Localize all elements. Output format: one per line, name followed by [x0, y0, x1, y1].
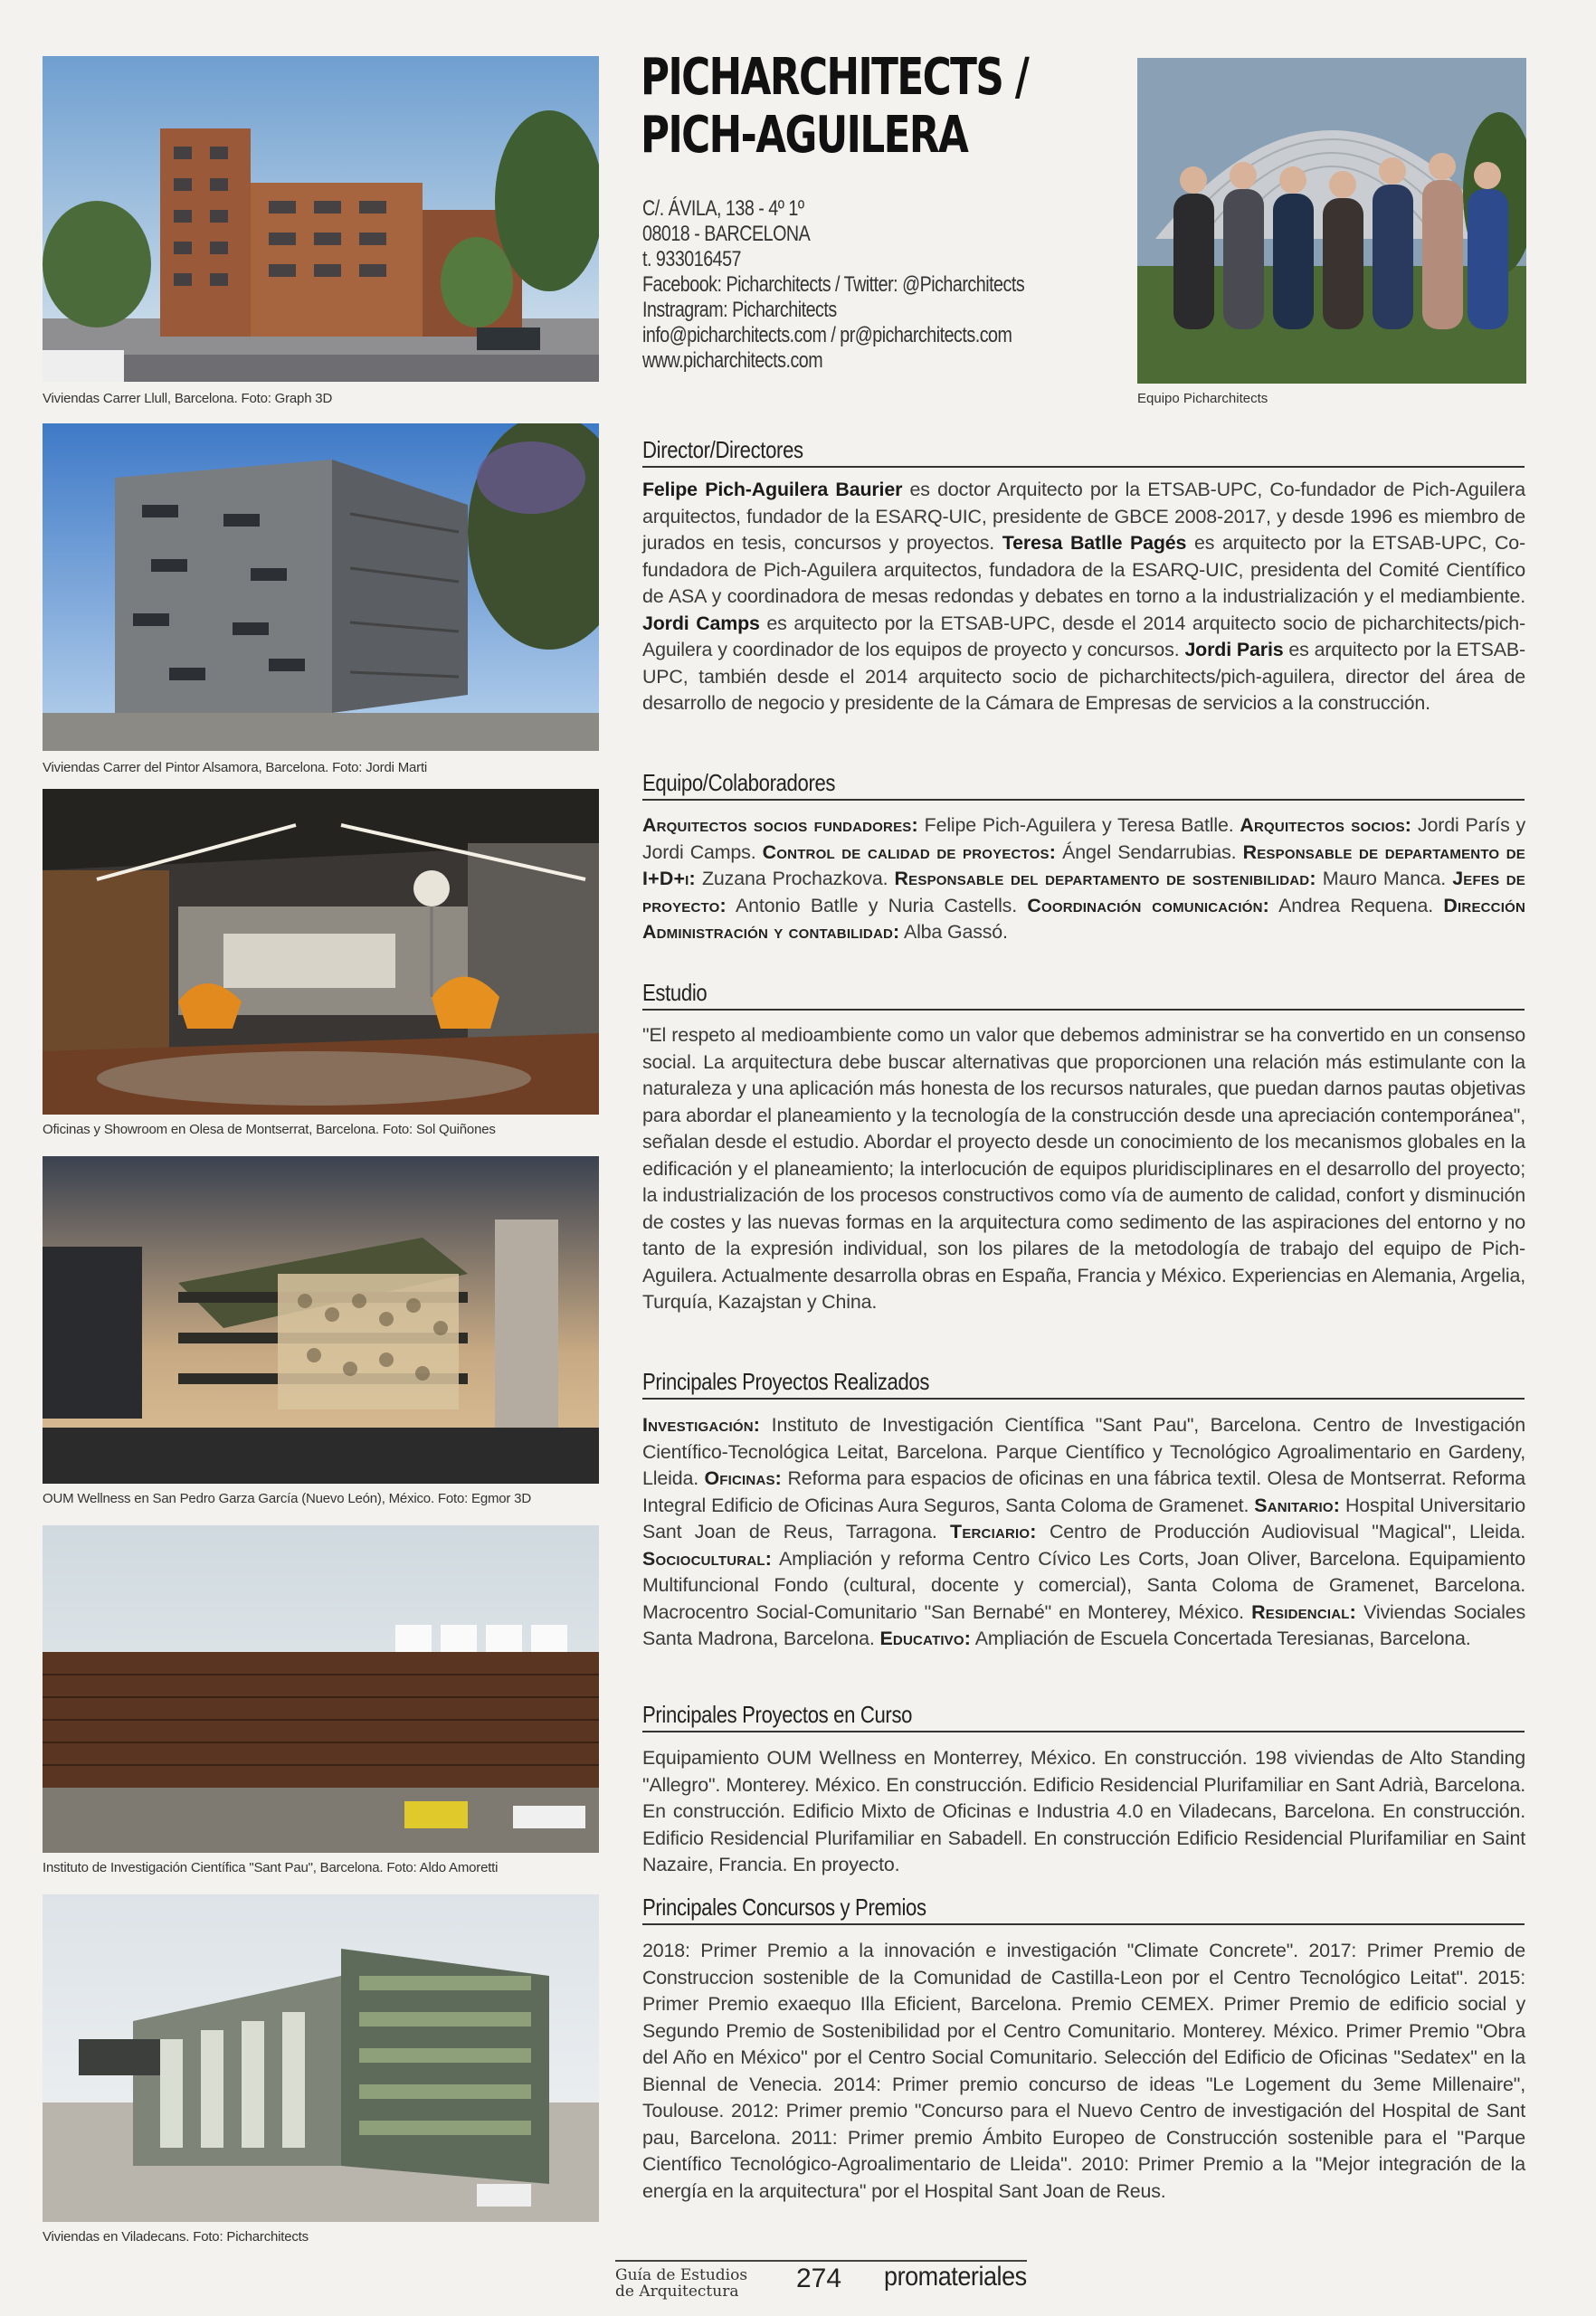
value-investigacion: Instituto de Investigación Científica "Sant Pau", Barcelona. Centro de Investigación Científico-Tecnológica Leitat, Barcelona. Parque Científico y Tecnológico Agroalimentario en Gardeny, Lleida. — [642, 1414, 1525, 1489]
contact-web: www.picharchitects.com — [642, 348, 823, 373]
label-sociocultural: Sociocultural: — [642, 1547, 773, 1570]
text-equipo — [642, 812, 1525, 946]
text-estudio: "El respeto al medioambiente como un valor que debemos administrar se ha convertido en un consenso social. La arquitectura debe buscar alternativas que proporcionen una relación más estimulante con la naturaleza y una aplicación más honesta de los recursos naturales, que puedan darnos pautas objetivas para abordar el planeamiento y la tecnología de la construcción desde una apreciación contemporánea", señalan desde el estudio. Abordar el proyecto desde un conocimiento de los mecanismos globales en la edificación y el planeamiento; la interlocución de equipos pluridisciplinares en el desarrollo del proyecto; la industrialización de los procesos constructivos como vía de aumento de calidad, confort y disminución de costes y las nuevas formas en la arquitectura como sedimento de las aspiraciones del entorno y no tanto de la expresión individual, son los pilares de la metodología de trabajo del equipo de Pich-Aguilera. Actualmente desarrolla obras en España, Francia y México. Experiencias en Alemania, Argelia, Turquía, Kazajstan y China. — [642, 1024, 1525, 1313]
label-educativo: Educativo: — [879, 1628, 972, 1649]
photo-sant-pau — [43, 1525, 599, 1853]
text-curso: Equipamiento OUM Wellness en Monterrey, México. En construcción. 198 viviendas de Alto Standing "Allegro". Monterey. México. En construcción. Edificio Residencial Plurifamiliar en Sant Adrià, Barcelona. En construcción. Edificio Mixto de Oficinas e Industria 4.0 en Viladecans, Barcelona. En construcción. Edificio Residencial Plurifamiliar en Sabadell. En construcción Edificio Residencial Plurifamiliar en Saint Nazaire, Francia. En proyecto. — [642, 1747, 1525, 1875]
label-socios: Arquitectos socios: — [1240, 814, 1412, 836]
value-residencial: Viviendas Sociales Santa Madrona, Barcelona. — [642, 1600, 1525, 1649]
label-investigacion: Investigación: — [642, 1414, 761, 1436]
caption-5: Instituto de Investigación Científica "Sant Pau", Barcelona. Foto: Aldo Amoretti — [43, 1860, 499, 1875]
footer-guide — [615, 2267, 747, 2300]
value-oficinas: Reforma para espacios de oficinas en una fábrica textil. Olesa de Montserrat. Reforma Integral Edificio de Oficinas Aura Seguros, Santa Coloma de Gramenet. — [642, 1467, 1525, 1516]
heading-curso-text: Principales Proyectos en Curso — [642, 1701, 913, 1728]
heading-equipo — [642, 769, 1525, 801]
value-educativo: Ampliación de Escuela Concertada Teresianas, Barcelona. — [971, 1628, 1471, 1649]
heading-realizados-text: Principales Proyectos Realizados — [642, 1368, 930, 1395]
value-socios: Jordi París y Jordi Camps. — [642, 814, 1526, 863]
caption-3: Oficinas y Showroom en Olesa de Montserrat, Barcelona. Foto: Sol Quiñones — [43, 1122, 496, 1137]
value-comunicacion: Andrea Requena. — [1268, 894, 1444, 916]
value-sanitario: Hospital Universitario Sant Joan de Reus, Tarragona. — [642, 1494, 1525, 1542]
page-number: 274 — [796, 2264, 842, 2293]
contact-phone: t. 933016457 — [642, 247, 742, 271]
contact-address: C/. ÁVILA, 138 - 4º 1º — [642, 196, 804, 221]
label-sanitario: Sanitario: — [1254, 1494, 1341, 1516]
heading-directores — [642, 436, 1525, 468]
heading-realizados — [642, 1368, 1525, 1400]
value-sostenibilidad: Mauro Manca. — [1316, 868, 1453, 889]
heading-estudio-text: Estudio — [642, 979, 708, 1006]
photo-viviendas-alsamora — [43, 423, 599, 751]
name-felipe: Felipe Pich-Aguilera Baurier — [642, 479, 903, 500]
caption-1: Viviendas Carrer Llull, Barcelona. Foto: Graph 3D — [43, 391, 333, 406]
label-terciario: Terciario: — [950, 1521, 1037, 1542]
title-line-1: PICHARCHITECTS / — [641, 48, 1029, 107]
contact-social: Facebook: Picharchitects / Twitter: @Picharchitects — [642, 272, 1025, 297]
contact-instagram: Instragram: Picharchitects — [642, 298, 837, 322]
footer-guide-line-2: de Arquitectura — [615, 2283, 739, 2301]
bio-felipe: es doctor Arquitecto por la ETSAB-UPC, Co-fundador de Pich-Aguilera arquitectos, fundador de la ESARQ-UIC, presidente de GBCE 2008-2017, y desde 1996 es miembro de jurados en tesis, concursos y proyectos. — [642, 479, 1525, 554]
label-comunicacion: Coordinación comunicación: — [1027, 894, 1269, 916]
value-idi: Zuzana Prochazkova. — [695, 868, 895, 889]
label-jefes-proyecto: Jefes de proyecto: — [642, 868, 1525, 916]
footer-brand: promateriales — [884, 2262, 1027, 2292]
bio-jordi-paris: es arquitecto por la ETSAB-UPC, también desde el 2014 arquitecto socio de picharchitects/pich-aguilera, director del área de desarrollo de negocio y presidente de la Cámara de Empresas de servicios a la construcción. — [642, 639, 1525, 714]
name-jordi-paris: Jordi Paris — [1184, 639, 1284, 660]
bio-jordi-camps: es arquitecto por la ETSAB-UPC, desde el 2014 arquitecto socio de picharchitects/pich-Aguilera y coordinador de los equipos de proyecto y concursos. — [642, 612, 1526, 660]
caption-4: OUM Wellness en San Pedro Garza García (Nuevo León), México. Foto: Egmor 3D — [43, 1491, 531, 1506]
contact-block — [642, 196, 1185, 374]
label-administracion: Dirección Administración y contabilidad: — [642, 894, 1525, 943]
value-jefes-proyecto: Antonio Batlle y Nuria Castells. — [726, 894, 1028, 916]
photo-team — [1137, 58, 1526, 384]
name-teresa: Teresa Batlle Pagés — [1002, 532, 1187, 554]
label-socios-fundadores: Arquitectos socios fundadores: — [642, 814, 918, 836]
value-sociocultural: Ampliación y reforma Centro Cívico Les Corts, Joan Oliver, Barcelona. Equipamiento Multifuncional Fondo (cultural, docente y comercial), Santa Coloma de Gramenet, Barcelona. Macrocentro Social-Comunitario "San Bernabé" en Monterey, México. — [642, 1547, 1525, 1623]
value-control-calidad: Ángel Sendarrubias. — [1056, 840, 1243, 863]
photo-viladecans — [43, 1894, 599, 2222]
label-oficinas: Oficinas: — [704, 1467, 782, 1489]
value-terciario: Centro de Producción Audiovisual "Magical", Lleida. — [1036, 1521, 1525, 1542]
heading-concursos — [642, 1894, 1525, 1925]
title-line-2: PICH-AGUILERA — [641, 106, 968, 165]
heading-directores-text: Director/Directores — [642, 436, 803, 463]
text-realizados — [642, 1412, 1525, 1653]
text-concursos: 2018: Primer Premio a la innovación e investigación "Climate Concrete". 2017: Primer Premio de Construccion sostenible de la Comunidad de Castilla-Leon por el Centro Tecnológico Leitat". 2015: Primer Premio exaequo Illa Eficient, Barcelona. Premio CEMEX. Primer Premio de edificio social y Segundo Premio de Sostenibilidad por el Centro Comunitario. Monterey. México. Primer Premio "Obra del Año en México" por el Centro Social Comunitario. Selección del Edificio de Oficinas "Sedatex" en la Biennal de Venecia. 2014: Primer premio concurso de ideas "Le Logement du 3eme Millenaire", Toulouse. 2012: Primer premio "Concurso para el Nuevo Centro de investigación del Hospital de Sant pau, Barcelona. 2011: Primer premio Ámbito Europeo de Construcción sostenible para el "Parque Científico Tecnológico-Agroalimentario de Lleida". 2010: Primer Premio a la "Mejor integración de la energía en la arquitectura" por el Hospital Sant Joan de Reus. — [642, 1940, 1525, 2202]
photo-oficinas-olesa — [43, 789, 599, 1115]
label-sostenibilidad: Responsable del departamento de sostenibilidad: — [894, 868, 1316, 889]
name-jordi-camps: Jordi Camps — [642, 612, 760, 634]
photo-viviendas-llull — [43, 56, 599, 382]
contact-email: info@picharchitects.com / pr@picharchitects.com — [642, 323, 1012, 347]
heading-equipo-text: Equipo/Colaboradores — [642, 769, 836, 796]
label-idi: Responsable de departamento de I+D+i: — [642, 840, 1525, 889]
caption-6: Viviendas en Viladecans. Foto: Picharchitects — [43, 2229, 309, 2245]
caption-2: Viviendas Carrer del Pintor Alsamora, Barcelona. Foto: Jordi Marti — [43, 760, 428, 775]
text-directores — [642, 477, 1525, 717]
page-title — [641, 48, 1029, 165]
caption-team: Equipo Picharchitects — [1137, 391, 1268, 406]
label-residencial: Residencial: — [1251, 1600, 1356, 1623]
contact-city: 08018 - BARCELONA — [642, 222, 811, 246]
value-socios-fundadores: Felipe Pich-Aguilera y Teresa Batlle. — [917, 814, 1240, 836]
heading-concursos-text: Principales Concursos y Premios — [642, 1894, 926, 1921]
photo-oum-wellness — [43, 1156, 599, 1484]
heading-curso — [642, 1701, 1525, 1732]
heading-estudio — [642, 979, 1525, 1011]
value-administracion: Alba Gassó. — [899, 921, 1008, 943]
label-control-calidad: Control de calidad de proyectos: — [762, 840, 1057, 863]
bio-teresa: es arquitecto por la ETSAB-UPC, Co-fundadora de Pich-Aguilera arquitectos, fundadora de la ESARQ-UIC, presidenta del Comité Científico de ASA y coordinadora de mesas redondas y debates en torno a la industrialización y el mediambiente. — [642, 532, 1526, 607]
footer-guide-line-1: Guía de Estudios — [615, 2266, 748, 2284]
page-footer — [615, 2260, 1031, 2301]
